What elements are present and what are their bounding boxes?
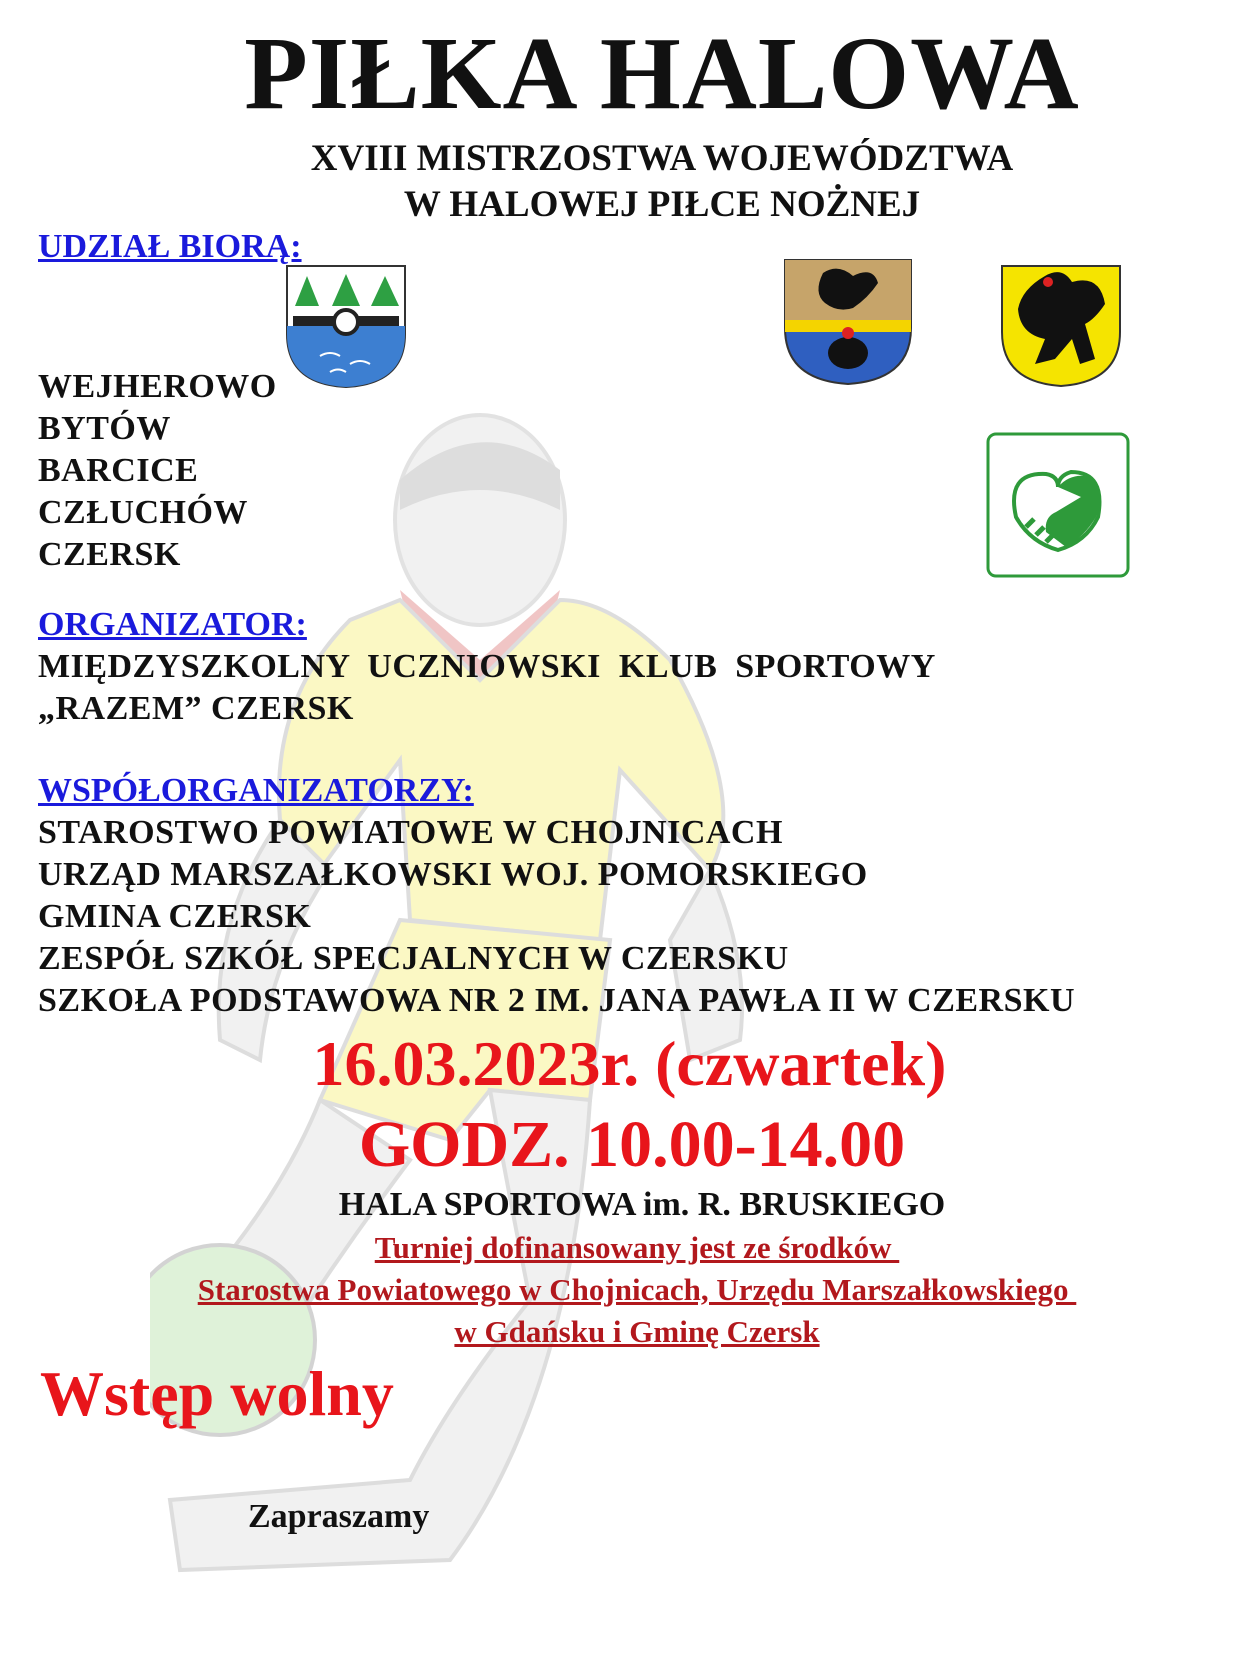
organizer-heading: ORGANIZATOR: <box>38 606 307 643</box>
funding-line-1: Turniej dofinansowany jest ze środków <box>374 1230 900 1265</box>
organizer-line: „RAZEM” CZERSK <box>38 690 354 727</box>
czersk-crest-icon <box>285 264 407 389</box>
participants-heading: UDZIAŁ BIORĄ: <box>38 228 302 265</box>
coorganizer-item: SZKOŁA PODSTAWOWA NR 2 IM. JANA PAWŁA II W CZERSKU <box>38 982 1076 1019</box>
subtitle-line-2: W HALOWEJ PIŁCE NOŻNEJ <box>403 184 921 225</box>
venue: HALA SPORTOWA im. R. BRUSKIEGO <box>338 1186 946 1223</box>
funding-line-3: w Gdańsku i Gminę Czersk <box>454 1314 820 1349</box>
subtitle-line-1: XVIII MISTRZOSTWA WOJEWÓDZTWA <box>310 138 1014 179</box>
funding-line-2: Starostwa Powiatowego w Chojnicach, Urzędu Marszałkowskiego <box>197 1272 1077 1307</box>
pomeranian-griffin-crest-icon <box>1000 264 1122 388</box>
invitation: Zapraszamy <box>248 1498 430 1535</box>
coorganizer-item: ZESPÓŁ SZKÓŁ SPECJALNYCH W CZERSKU <box>38 940 789 977</box>
organizer-line: MIĘDZYSZKOLNY UCZNIOWSKI KLUB SPORTOWY <box>38 648 936 685</box>
chojnice-county-crest-icon <box>783 258 913 386</box>
participant-item: CZERSK <box>38 536 181 573</box>
participant-item: CZŁUCHÓW <box>38 494 248 531</box>
free-entry: Wstęp wolny <box>40 1358 394 1429</box>
event-date: 16.03.2023r. (czwartek) <box>312 1028 947 1099</box>
coorganizer-item: STAROSTWO POWIATOWE W CHOJNICACH <box>38 814 783 851</box>
participant-item: BARCICE <box>38 452 199 489</box>
poster-title: PIŁKA HALOWA <box>244 16 1080 131</box>
coorganizers-heading: WSPÓŁORGANIZATORZY: <box>38 772 474 809</box>
football-player-watermark <box>150 400 770 1650</box>
coorganizer-item: GMINA CZERSK <box>38 898 312 935</box>
participant-item: WEJHEROWO <box>38 368 277 405</box>
participant-item: BYTÓW <box>38 410 171 447</box>
handshake-logo-icon <box>986 432 1130 578</box>
coorganizer-item: URZĄD MARSZAŁKOWSKI WOJ. POMORSKIEGO <box>38 856 868 893</box>
event-time: GODZ. 10.00-14.00 <box>358 1108 906 1181</box>
